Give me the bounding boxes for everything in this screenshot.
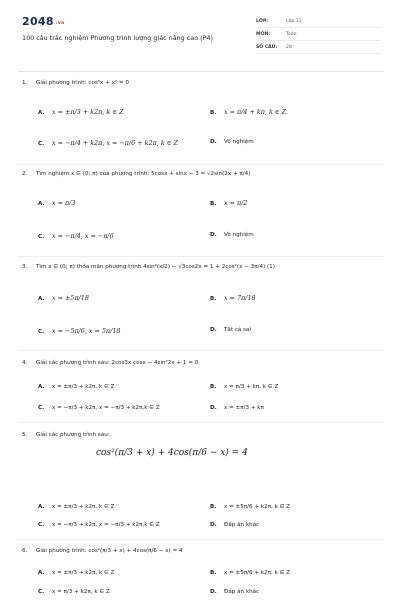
question-divider xyxy=(18,350,384,351)
option-letter: B. xyxy=(210,110,217,116)
option-text: Đáp án khác xyxy=(224,522,260,528)
option-text: x = −π/4, x = −π/6 xyxy=(52,232,114,240)
option-c[interactable] xyxy=(38,139,178,147)
question-divider xyxy=(18,164,384,165)
option-letter: C. xyxy=(38,141,45,147)
option-text: Vô nghiệm xyxy=(224,139,254,145)
option-text: Đáp án khác xyxy=(224,589,260,595)
question-number: 4. xyxy=(22,360,28,366)
option-letter: A. xyxy=(38,296,45,302)
option-text: x = ±5π/6 + k2π, k ∈ Z xyxy=(224,570,291,576)
option-c[interactable] xyxy=(38,327,121,335)
question-number: 2. xyxy=(22,171,28,177)
logo-suffix: .vn xyxy=(55,21,65,26)
option-text: x = π/3 xyxy=(52,199,76,207)
option-letter: A. xyxy=(38,201,45,207)
option-text: x = −π/4 + k2π, x = −π/6 + k2π, k ∈ Z xyxy=(52,139,178,147)
option-letter: B. xyxy=(210,201,217,207)
question-stem xyxy=(22,80,129,86)
option-b[interactable] xyxy=(210,199,247,207)
option-letter: A. xyxy=(38,570,45,576)
option-letter: A. xyxy=(38,384,45,390)
question-stem xyxy=(22,432,110,438)
option-a[interactable] xyxy=(38,108,124,116)
question-number: 3. xyxy=(22,264,28,270)
option-b[interactable] xyxy=(210,570,290,576)
question-3 xyxy=(22,264,384,348)
question-stem xyxy=(22,264,275,270)
option-letter: A. xyxy=(38,110,45,116)
option-text: x = ±π/3 + k2π, k ∈ Z xyxy=(52,504,115,510)
meta-row-count xyxy=(256,41,380,54)
option-text: x = π/4 + kπ, k ∈ Z. xyxy=(224,108,289,116)
meta-key: LỚP: xyxy=(256,18,269,24)
option-text: x = −π/3 + k2π, x = −π/3 + k2π,k ∈ Z xyxy=(52,522,160,528)
question-text: Tìm nghiệm x ∈ (0; π) của phương trình: 5cosx + sinx − 3 = √2sin(2x + π/4) xyxy=(36,171,251,177)
option-letter: B. xyxy=(210,384,217,390)
logo-text: 2048 xyxy=(22,15,54,28)
site-logo[interactable] xyxy=(22,15,65,28)
meta-value: Toán xyxy=(286,31,297,37)
question-1 xyxy=(22,80,384,160)
option-d[interactable] xyxy=(210,405,264,411)
option-text: Vô nghiệm xyxy=(224,232,254,238)
option-letter: C. xyxy=(38,522,45,528)
worksheet-header xyxy=(0,0,400,72)
question-divider xyxy=(18,256,384,257)
question-text: Giải các phương trình sau: xyxy=(36,432,110,438)
question-stem xyxy=(22,171,250,177)
option-text: x = −π/3 + k2π, x = −π/3 + k2π,k ∈ Z xyxy=(52,405,160,411)
option-text: x = ±5π/18 xyxy=(52,294,89,302)
meta-value: Lớp 11 xyxy=(286,18,302,24)
question-text: Tìm x ∈ (0; π) thỏa mãn phương trình 4sin²(x/2) − √3cos2x = 1 + 2cos²(x − 3π/4) (1) xyxy=(36,264,275,270)
meta-value: 20 xyxy=(286,44,292,50)
option-letter: B. xyxy=(210,570,217,576)
question-5 xyxy=(22,432,384,528)
option-text: x = π/3 + k2π, k ∈ Z xyxy=(52,589,110,595)
option-letter: D. xyxy=(210,327,217,333)
question-number: 6. xyxy=(22,548,28,554)
question-divider xyxy=(18,422,384,423)
option-letter: C. xyxy=(38,589,45,595)
option-text: x = ±π/3 + kπ xyxy=(224,405,264,411)
option-text: x = −5π/6, x = 5π/18 xyxy=(52,327,121,335)
option-letter: B. xyxy=(210,504,217,510)
option-letter: C. xyxy=(38,405,45,411)
question-number: 5. xyxy=(22,432,28,438)
option-text: x = ±5π/6 + k2π, k ∈ Z xyxy=(224,504,291,510)
option-text: x = ±π/3 + k2π, k ∈ Z xyxy=(52,108,124,116)
option-d[interactable] xyxy=(210,522,259,528)
option-letter: D. xyxy=(210,232,217,238)
question-divider xyxy=(18,539,384,540)
meta-key: MÔN: xyxy=(256,31,271,37)
option-letter: C. xyxy=(38,329,45,335)
worksheet-meta xyxy=(256,15,380,54)
equation: cos²(π/3 + x) + 4cos(π/6 − x) = 4 xyxy=(96,448,248,458)
question-stem xyxy=(22,548,183,554)
option-c[interactable] xyxy=(38,522,160,528)
option-b[interactable] xyxy=(210,294,256,302)
question-number: 1. xyxy=(22,80,28,86)
option-a[interactable] xyxy=(38,199,75,207)
option-letter: D. xyxy=(210,139,217,145)
option-text: Tất cả sai xyxy=(224,327,251,333)
option-letter: D. xyxy=(210,405,217,411)
option-a[interactable] xyxy=(38,294,89,302)
option-d[interactable] xyxy=(210,589,259,595)
question-text: Giải phương trình: cos⁵x + x² = 0 xyxy=(36,80,129,86)
option-text: x = ±π/3 + k2π, k ∈ Z xyxy=(52,384,115,390)
worksheet-title: 100 câu trắc nghiệm Phương trình lượng giác nâng cao (P4) xyxy=(22,34,214,42)
option-c[interactable] xyxy=(38,405,160,411)
option-text: x = π/2 xyxy=(224,199,248,207)
option-letter: C. xyxy=(38,234,45,240)
meta-row-subject xyxy=(256,28,380,41)
option-d[interactable] xyxy=(210,232,254,238)
option-letter: D. xyxy=(210,589,217,595)
option-b[interactable] xyxy=(210,504,290,510)
option-letter: B. xyxy=(210,296,217,302)
option-text: x = 7π/18 xyxy=(224,294,256,302)
option-letter: D. xyxy=(210,522,217,528)
question-4 xyxy=(22,360,384,416)
option-text: x = π/3 + kπ, k ∈ Z xyxy=(224,384,279,390)
question-stem xyxy=(22,360,198,366)
meta-key: SỐ CÂU: xyxy=(256,44,278,50)
option-c[interactable] xyxy=(38,589,110,595)
option-d[interactable] xyxy=(210,139,254,145)
header-divider xyxy=(18,71,384,72)
option-a[interactable] xyxy=(38,504,115,510)
option-letter: A. xyxy=(38,504,45,510)
question-2 xyxy=(22,171,384,251)
question-text: Giải phương trình: cos²(π/3 + x) + 4cos(π/6 − x) = 4 xyxy=(36,548,183,554)
option-b[interactable] xyxy=(210,384,278,390)
option-d[interactable] xyxy=(210,327,251,333)
option-text: x = ±π/3 + k2π, k ∈ Z xyxy=(52,570,115,576)
question-text: Giải các phương trình sau: 2cos3x.cosx − 4sin²2x + 1 = 0 xyxy=(36,360,199,366)
question-6 xyxy=(22,548,384,598)
option-b[interactable] xyxy=(210,108,288,116)
option-a[interactable] xyxy=(38,384,115,390)
option-a[interactable] xyxy=(38,570,115,576)
option-c[interactable] xyxy=(38,232,114,240)
meta-row-class xyxy=(256,15,380,28)
